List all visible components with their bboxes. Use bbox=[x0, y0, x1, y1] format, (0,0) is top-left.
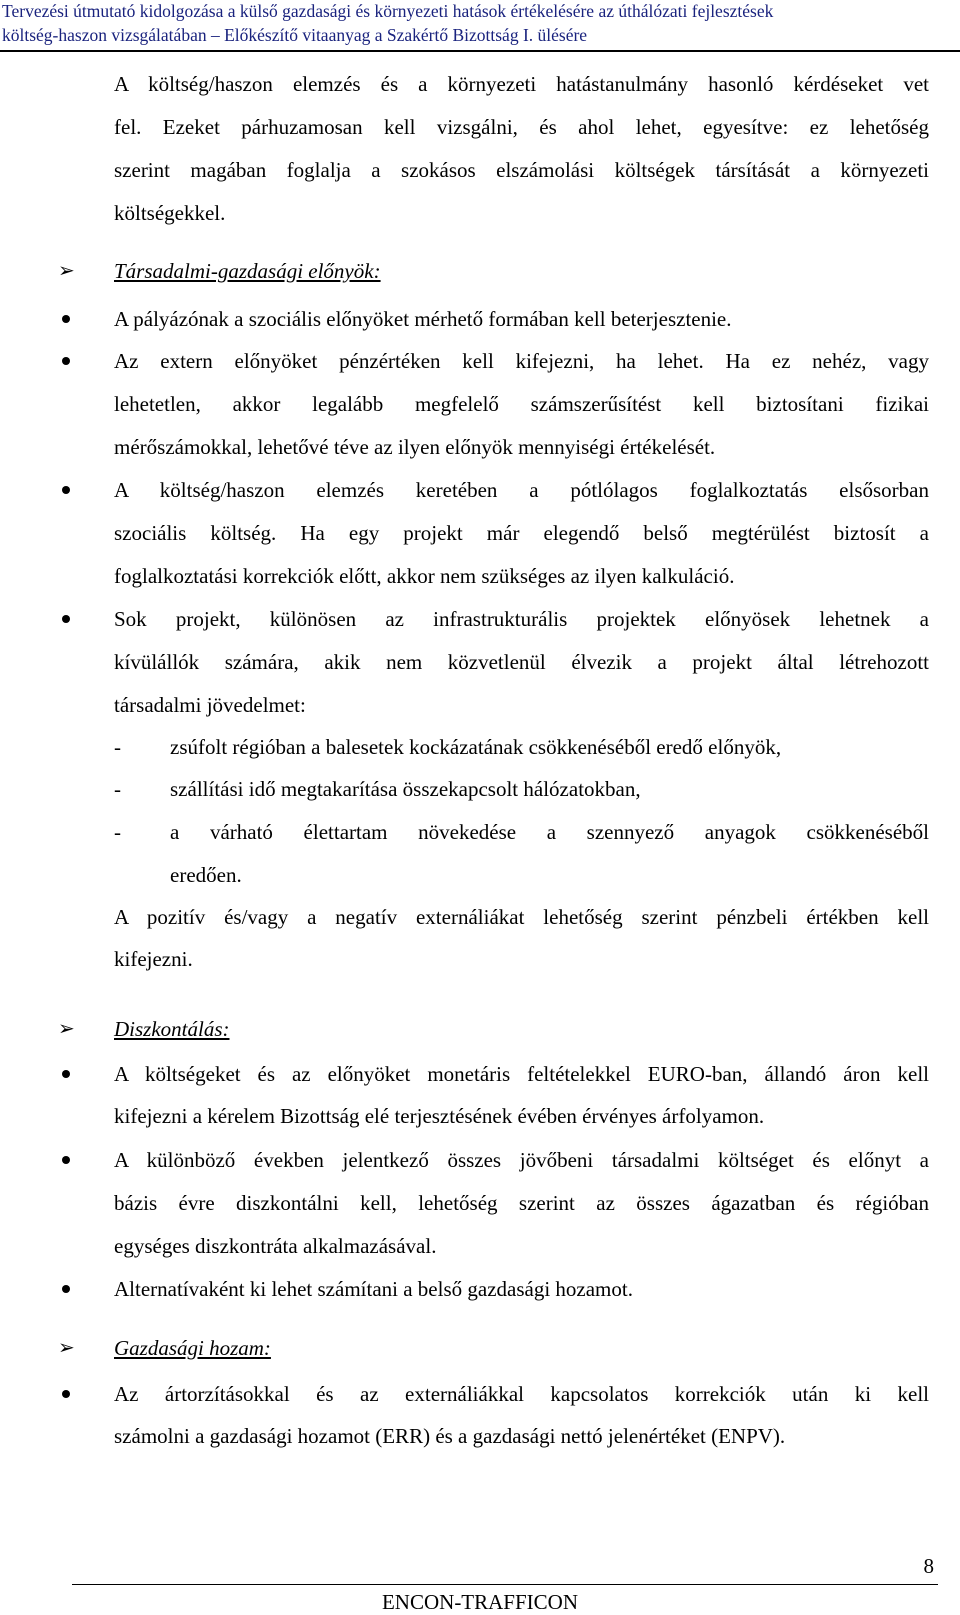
paragraph-line: költségekkel. bbox=[114, 201, 226, 225]
list-item-line: kifejezni a kérelem Bizottság elé terjesztésének évében érvényes árfolyamon. bbox=[114, 1104, 765, 1128]
footer-rule bbox=[72, 1584, 938, 1585]
arrowhead-checkmark-icon: ➢ bbox=[58, 1337, 75, 1359]
bullet-icon bbox=[62, 315, 70, 323]
bullet-icon bbox=[62, 1156, 70, 1164]
sub-list-item: a várható élettartam növekedése a szennyező anyagok csökkenéséből bbox=[170, 820, 929, 844]
arrowhead-checkmark-icon: ➢ bbox=[58, 260, 75, 282]
list-item: A pályázónak a szociális előnyöket mérhető formában kell beterjesztenie. bbox=[114, 307, 732, 331]
list-item-line: kívülállók számára, akik nem közvetlenül élvezik a projekt által létrehozott bbox=[114, 650, 929, 674]
dash-marker: - bbox=[114, 735, 121, 759]
sub-list-item: szállítási idő megtakarítása összekapcsolt hálózatokban, bbox=[170, 777, 641, 801]
section-heading-economic-return: Gazdasági hozam: bbox=[114, 1336, 271, 1360]
bullet-icon bbox=[62, 1070, 70, 1078]
list-item-line: mérőszámokkal, lehetővé téve az ilyen előnyök mennyiségi értékelését. bbox=[114, 435, 716, 459]
list-item-line: számolni a gazdasági hozamot (ERR) és a gazdasági nettó jelenértéket (ENPV). bbox=[114, 1424, 786, 1448]
header-line-2: költség-haszon vizsgálatában – Előkészítő vitaanyag a Szakértő Bizottság I. ülésére bbox=[2, 25, 588, 45]
section-heading-social-benefits: Társadalmi-gazdasági előnyök: bbox=[114, 259, 381, 283]
list-item: Alternatívaként ki lehet számítani a belső gazdasági hozamot. bbox=[114, 1277, 633, 1301]
list-item-line: egységes diszkontráta alkalmazásával. bbox=[114, 1234, 437, 1258]
bullet-icon bbox=[62, 1390, 70, 1398]
arrowhead-checkmark-icon: ➢ bbox=[58, 1018, 75, 1040]
paragraph-line: szerint magában foglalja a szokásos elszámolási költségek társítását a környezeti bbox=[114, 158, 929, 182]
page-number: 8 bbox=[923, 1554, 934, 1578]
paragraph-line: A pozitív és/vagy a negatív externáliákat lehetőség szerint pénzbeli értékben kell bbox=[114, 905, 929, 929]
list-item: Az extern előnyöket pénzértéken kell kifejezni, ha lehet. Ha ez nehéz, vagy bbox=[114, 349, 929, 373]
bullet-icon bbox=[62, 357, 70, 365]
sub-list-item: zsúfolt régióban a balesetek kockázatának csökkenéséből eredő előnyök, bbox=[170, 735, 782, 759]
dash-marker: - bbox=[114, 777, 121, 801]
paragraph-line: kifejezni. bbox=[114, 947, 193, 971]
list-item-line: foglalkoztatási korrekciók előtt, akkor nem szükséges az ilyen kalkuláció. bbox=[114, 564, 735, 588]
list-item: Sok projekt, különösen az infrastrukturális projektek előnyösek lehetnek a bbox=[114, 607, 929, 631]
bullet-icon bbox=[62, 1285, 70, 1293]
bullet-icon bbox=[62, 486, 70, 494]
running-header bbox=[0, 0, 960, 52]
bullet-icon bbox=[62, 615, 70, 623]
list-item: A költség/haszon elemzés keretében a pótlólagos foglalkoztatás elsősorban bbox=[114, 478, 929, 502]
sub-list-item-line: eredően. bbox=[170, 863, 242, 887]
paragraph-line: A költség/haszon elemzés és a környezeti hatástanulmány hasonló kérdéseket vet bbox=[114, 72, 929, 96]
list-item-line: szociális költség. Ha egy projekt már elegendő belső megtérülést biztosít a bbox=[114, 521, 929, 545]
section-heading-discounting: Diszkontálás: bbox=[114, 1017, 230, 1041]
list-item-line: társadalmi jövedelmet: bbox=[114, 693, 306, 717]
footer-company: ENCON-TRAFFICON bbox=[381, 1590, 578, 1614]
list-item: A költségeket és az előnyöket monetáris feltételekkel EURO-ban, állandó áron kell bbox=[114, 1062, 929, 1086]
list-item: A különböző években jelentkező összes jövőbeni társadalmi költséget és előnyt a bbox=[114, 1148, 929, 1172]
dash-marker: - bbox=[114, 820, 121, 844]
list-item-line: bázis évre diszkontálni kell, lehetőség szerint az összes ágazatban és régióban bbox=[114, 1191, 929, 1215]
list-item-line: lehetetlen, akkor legalább megfelelő számszerűsítést kell biztosítani fizikai bbox=[114, 392, 929, 416]
header-line-1: Tervezési útmutató kidolgozása a külső gazdasági és környezeti hatások értékelésére az úthálózati fejlesztések bbox=[2, 1, 774, 21]
list-item: Az ártorzításokkal és az externáliákkal kapcsolatos korrekciók után ki kell bbox=[114, 1382, 929, 1406]
paragraph-line: fel. Ezeket párhuzamosan kell vizsgálni, és ahol lehet, egyesítve: ez lehetőség bbox=[114, 115, 929, 139]
